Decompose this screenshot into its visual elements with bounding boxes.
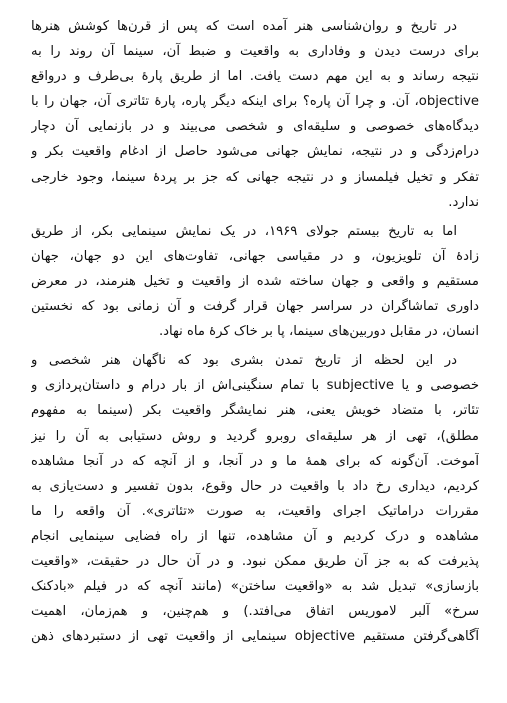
text-line: آموخت. آن‌گونه که برای همهٔ ما و در آنجا، و از آنچه که در آنجا مشاهده <box>31 453 479 469</box>
text-line: تئاتر، با متضاد خویش یعنی، هنر نمایشگر واقعیت بکر (سینما به مفهوم <box>31 403 479 419</box>
text-line: اما به تاریخ بیستم جولای ۱۹۶۹، در یک نمایش سینمایی بکر، از طریق <box>31 223 457 239</box>
text-line: ندارد. <box>448 194 479 210</box>
text-line: برای درست دیدن و وفاداری به واقعیت و ضبط آن، سینما آن روند را به <box>31 44 479 60</box>
text-line: در این لحظه از تاریخ تمدن بشری بود که ناگهان هنر شخصی و <box>31 353 457 369</box>
text-line: بازسازی» تبدیل شد به «واقعیت ساختن» (مانند آنچه که در فیلم «بادکنک <box>31 579 479 595</box>
paragraph-3 <box>31 348 479 649</box>
text-line: زادهٔ آن تلویزیون، و در مقیاسی جهانی، تفاوت‌های این دو جهان، جهان <box>31 248 479 264</box>
text-line: در تاریخ و روان‌شناسی هنر آمده است که پس از قرن‌ها کوشش هنرها <box>31 19 457 34</box>
text-line: نتیجه رساند و به این مهم دست یافت. اما از طریق پارهٔ بی‌طرف و درواقع <box>31 69 479 85</box>
text-line: سرخ» آلبر لاموریس اتفاق می‌افتد.) و هم‌چنین، و هم‌زمان، اهمیت <box>31 604 479 620</box>
text-line: objective، آن. و چرا آن پاره؟ برای اینکه دیگر پاره، پارهٔ تئاتری آن، جهان را با <box>31 94 479 110</box>
text-line: مقررات دراماتیک اجرای واقعیت، به صورت «تئاتری». آن واقعه را ما <box>31 503 479 519</box>
text-line: درام‌زدگی و در نتیجه، نمایش جهانی می‌شود حاصل از ادغام واقعیت بکر و <box>31 144 479 160</box>
text-line: تفکر و تخیل فیلمساز و در نتیجه جهانی که جز بر پردهٔ سینما، وجود خارجی <box>31 169 479 185</box>
paragraph-2 <box>31 219 479 344</box>
text-line: انسان، در مقابل دوربین‌های سینما، پا بر خاک کرهٔ ماه نهاد. <box>158 324 479 340</box>
text-line: داوری تماشاگران در سراسر جهان قرار گرفت و آن زمانی بود که نخستین <box>31 299 479 315</box>
text-line: پذیرفت که به جز آن طریق ممکن نبود. و در آن حال در حقیقت، «واقعیت <box>31 553 479 569</box>
text-line: مطلق)، تهی از هر سلیقه‌ای روبرو گردید و روش دستیابی به آن را نیز <box>31 428 479 444</box>
text-line: آگاهی‌گرفتن مستقیم objective سینمایی از واقعیت تهی از دستبردهای ذهن <box>31 629 479 645</box>
text-line: دیدگاه‌های خصوصی و سلیقه‌ای و شخصی می‌بیند و در بازنمایی آن دچار <box>31 119 479 135</box>
text-line: خصوصی و یا subjective با تمام سنگینی‌اش از بار درام و داستان‌پردازی و <box>31 378 479 394</box>
text-line: مستقیم و واقعی و جهان ساخته شده از واقعیت و تخیل هنرمند، در معرض <box>31 273 479 289</box>
text-line: کردیم، دیداری رخ داد با واقعیت در حال وقوع، بدون تفسیر و دست‌یازی به <box>31 478 479 494</box>
paragraph-1 <box>31 14 479 215</box>
text-line: مشاهده و درک کردیم و آن مشاهده، تنها از راه فضایی سینمایی انجام <box>31 528 479 544</box>
document-page <box>31 14 479 649</box>
